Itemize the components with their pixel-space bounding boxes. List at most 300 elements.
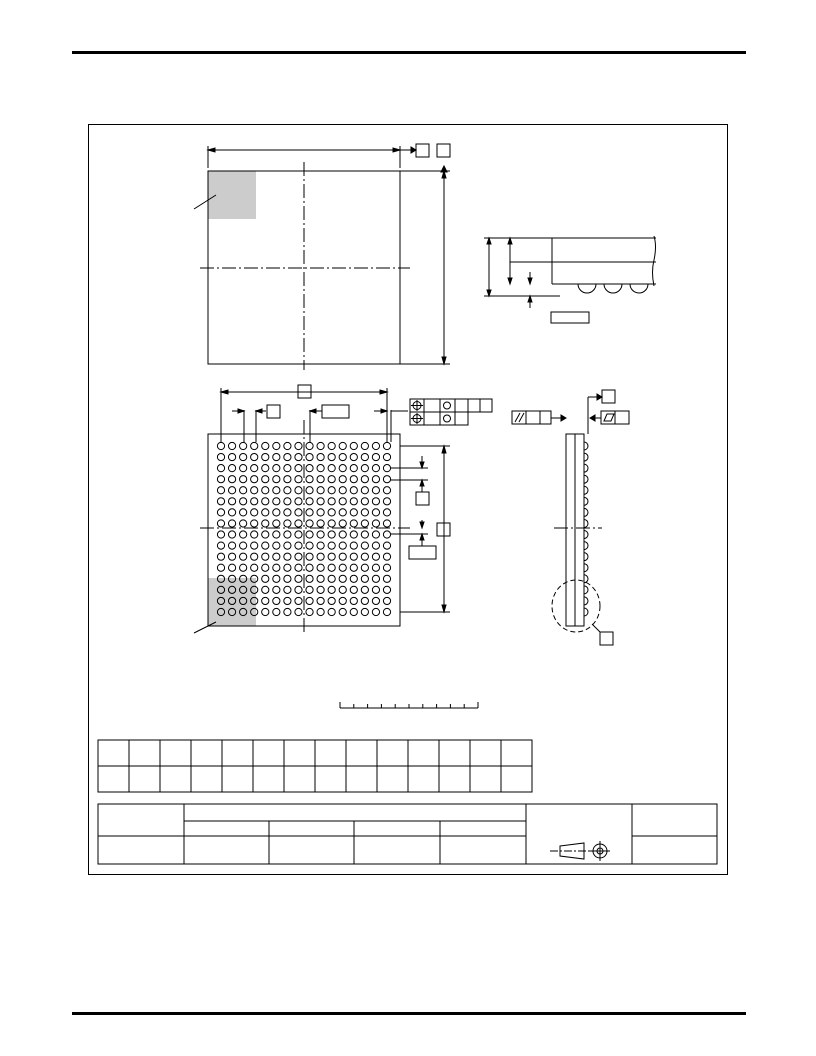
side-profile-view xyxy=(484,236,656,323)
solder-ball xyxy=(240,487,247,494)
detail-label-box xyxy=(600,632,613,645)
solder-ball xyxy=(328,564,335,571)
arrowhead xyxy=(420,462,424,468)
solder-ball xyxy=(240,509,247,516)
solder-ball xyxy=(328,476,335,483)
solder-ball xyxy=(317,542,324,549)
solder-ball xyxy=(317,564,324,571)
solder-ball xyxy=(228,564,235,571)
solder-ball xyxy=(383,542,390,549)
solder-ball xyxy=(228,520,235,527)
solder-ball xyxy=(273,531,280,538)
diameter-icon xyxy=(444,402,451,409)
solder-ball xyxy=(372,575,379,582)
solder-ball xyxy=(284,465,291,472)
solder-ball xyxy=(339,487,346,494)
solder-ball xyxy=(273,542,280,549)
solder-ball xyxy=(306,597,313,604)
solder-ball xyxy=(273,586,280,593)
solder-ball xyxy=(251,453,258,460)
solder-ball xyxy=(295,453,302,460)
solder-ball xyxy=(339,553,346,560)
solder-ball xyxy=(295,575,302,582)
solder-ball xyxy=(339,564,346,571)
solder-ball xyxy=(251,520,258,527)
solder-ball xyxy=(317,586,324,593)
solder-ball xyxy=(361,487,368,494)
arrowhead xyxy=(381,409,387,413)
pitch-dim-box xyxy=(416,492,429,505)
arrowhead xyxy=(561,415,566,421)
arrowhead xyxy=(411,147,416,153)
solder-ball xyxy=(350,531,357,538)
edge-view xyxy=(512,390,629,645)
solder-ball xyxy=(383,509,390,516)
arrowhead xyxy=(487,290,491,296)
solder-ball xyxy=(339,465,346,472)
solder-ball xyxy=(350,498,357,505)
solder-ball-side xyxy=(604,284,622,293)
solder-ball xyxy=(251,465,258,472)
solder-ball xyxy=(306,498,313,505)
parallelism-frame xyxy=(512,411,551,424)
solder-ball xyxy=(383,442,390,449)
solder-ball xyxy=(217,542,224,549)
solder-ball xyxy=(372,608,379,615)
solder-ball xyxy=(339,575,346,582)
datum-box xyxy=(602,390,615,403)
solder-ball xyxy=(317,498,324,505)
solder-ball xyxy=(339,597,346,604)
solder-ball xyxy=(284,476,291,483)
mold-edge xyxy=(575,434,584,626)
solder-ball xyxy=(228,531,235,538)
solder-ball xyxy=(328,608,335,615)
seating-plane-callout-box xyxy=(551,312,589,323)
solder-ball xyxy=(251,498,258,505)
arrowhead xyxy=(508,278,512,284)
solder-ball xyxy=(361,608,368,615)
solder-ball xyxy=(372,498,379,505)
solder-ball-side xyxy=(584,464,588,472)
solder-ball xyxy=(372,520,379,527)
solder-ball xyxy=(383,586,390,593)
solder-ball xyxy=(262,453,269,460)
solder-ball xyxy=(262,597,269,604)
solder-ball xyxy=(306,553,313,560)
solder-ball xyxy=(328,586,335,593)
solder-ball xyxy=(372,476,379,483)
solder-ball-side xyxy=(584,553,588,561)
solder-ball xyxy=(361,553,368,560)
solder-ball xyxy=(361,597,368,604)
solder-ball xyxy=(295,531,302,538)
arrowhead xyxy=(420,522,424,528)
solder-ball xyxy=(328,553,335,560)
solder-ball xyxy=(217,520,224,527)
solder-ball xyxy=(284,498,291,505)
diameter-icon xyxy=(444,415,451,422)
solder-ball xyxy=(317,465,324,472)
solder-ball xyxy=(273,487,280,494)
solder-ball xyxy=(284,520,291,527)
solder-ball xyxy=(361,586,368,593)
ball-a1-leader xyxy=(194,622,216,633)
solder-ball xyxy=(240,453,247,460)
first-angle-projection-icon xyxy=(590,841,610,861)
solder-ball xyxy=(251,487,258,494)
solder-ball xyxy=(217,453,224,460)
ball-a1-corner-shade xyxy=(208,578,256,626)
solder-ball xyxy=(372,509,379,516)
solder-ball xyxy=(284,442,291,449)
datum-box-b xyxy=(416,144,429,157)
solder-ball-side xyxy=(584,442,588,450)
solder-ball xyxy=(350,542,357,549)
solder-ball xyxy=(372,453,379,460)
solder-ball xyxy=(262,476,269,483)
solder-ball xyxy=(262,498,269,505)
solder-ball xyxy=(240,542,247,549)
solder-ball xyxy=(295,586,302,593)
scale-bar xyxy=(340,702,478,708)
solder-ball-side xyxy=(584,486,588,494)
solder-ball xyxy=(228,453,235,460)
solder-ball xyxy=(251,542,258,549)
solder-ball xyxy=(217,564,224,571)
solder-ball xyxy=(339,509,346,516)
solder-ball xyxy=(262,586,269,593)
solder-ball xyxy=(240,465,247,472)
detail-leader xyxy=(592,624,600,632)
solder-ball xyxy=(284,453,291,460)
break-line xyxy=(653,236,656,286)
arrowhead xyxy=(238,409,244,413)
edge-ball-column xyxy=(584,442,588,616)
solder-ball xyxy=(295,597,302,604)
solder-ball xyxy=(273,476,280,483)
arrowhead xyxy=(380,390,387,394)
solder-ball xyxy=(240,531,247,538)
solder-ball xyxy=(262,531,269,538)
solder-ball xyxy=(339,586,346,593)
solder-ball xyxy=(328,498,335,505)
arrowhead xyxy=(528,278,532,284)
solder-ball xyxy=(350,442,357,449)
solder-ball xyxy=(306,453,313,460)
dimension-table xyxy=(98,740,532,792)
solder-ball xyxy=(284,586,291,593)
solder-ball xyxy=(361,520,368,527)
solder-ball xyxy=(273,597,280,604)
solder-ball xyxy=(383,498,390,505)
solder-ball xyxy=(306,575,313,582)
solder-ball xyxy=(383,553,390,560)
solder-ball xyxy=(217,553,224,560)
solder-ball xyxy=(295,442,302,449)
solder-ball xyxy=(317,509,324,516)
solder-ball xyxy=(339,531,346,538)
solder-ball xyxy=(350,520,357,527)
solder-ball xyxy=(383,608,390,615)
solder-ball xyxy=(284,542,291,549)
solder-ball xyxy=(228,498,235,505)
solder-ball xyxy=(361,531,368,538)
solder-ball xyxy=(251,509,258,516)
datum-box-a xyxy=(437,144,450,157)
substrate-edge xyxy=(566,434,575,626)
flatness-frame xyxy=(601,411,629,424)
solder-ball xyxy=(339,542,346,549)
solder-ball xyxy=(361,498,368,505)
solder-ball xyxy=(317,453,324,460)
solder-ball xyxy=(295,608,302,615)
solder-ball xyxy=(273,442,280,449)
solder-ball-side xyxy=(584,564,588,572)
solder-ball xyxy=(317,487,324,494)
solder-ball xyxy=(240,553,247,560)
solder-ball-side xyxy=(584,519,588,527)
solder-ball xyxy=(339,476,346,483)
solder-ball xyxy=(306,476,313,483)
pitch-dim-box xyxy=(267,405,280,418)
solder-ball xyxy=(273,498,280,505)
arrowhead xyxy=(420,534,424,540)
solder-ball xyxy=(295,564,302,571)
solder-ball xyxy=(383,564,390,571)
solder-ball xyxy=(328,442,335,449)
solder-ball-side xyxy=(584,453,588,461)
solder-ball xyxy=(372,487,379,494)
arrowhead xyxy=(393,148,400,152)
solder-ball xyxy=(339,498,346,505)
solder-ball xyxy=(350,564,357,571)
solder-ball xyxy=(317,442,324,449)
solder-ball xyxy=(350,553,357,560)
solder-ball xyxy=(262,465,269,472)
offset-dim-box xyxy=(409,546,436,559)
solder-ball xyxy=(217,476,224,483)
solder-ball xyxy=(228,476,235,483)
solder-ball xyxy=(372,586,379,593)
solder-ball xyxy=(262,553,269,560)
solder-ball xyxy=(273,465,280,472)
solder-ball xyxy=(328,575,335,582)
solder-ball xyxy=(328,453,335,460)
solder-ball xyxy=(262,520,269,527)
arrowhead xyxy=(590,415,595,421)
solder-ball-side xyxy=(578,284,596,293)
arrowhead xyxy=(597,394,602,400)
solder-ball xyxy=(339,608,346,615)
solder-ball xyxy=(262,442,269,449)
solder-ball-side xyxy=(584,575,588,583)
solder-ball xyxy=(228,542,235,549)
solder-ball xyxy=(306,487,313,494)
solder-ball xyxy=(240,476,247,483)
solder-ball xyxy=(251,531,258,538)
solder-ball xyxy=(350,608,357,615)
arrowhead xyxy=(208,148,215,152)
solder-ball xyxy=(361,509,368,516)
solder-ball xyxy=(240,498,247,505)
solder-ball xyxy=(240,442,247,449)
solder-ball xyxy=(328,520,335,527)
solder-ball xyxy=(350,509,357,516)
arrowhead xyxy=(256,409,262,413)
solder-ball xyxy=(361,476,368,483)
bottom-view xyxy=(194,385,492,633)
solder-ball xyxy=(295,520,302,527)
solder-ball xyxy=(262,542,269,549)
solder-ball xyxy=(317,520,324,527)
solder-ball xyxy=(228,509,235,516)
solder-ball xyxy=(306,509,313,516)
solder-ball-side xyxy=(630,284,648,293)
solder-ball xyxy=(306,564,313,571)
solder-ball xyxy=(251,476,258,483)
solder-ball xyxy=(383,531,390,538)
offset-dim-box xyxy=(322,405,349,418)
solder-ball xyxy=(383,520,390,527)
solder-ball xyxy=(372,442,379,449)
solder-ball xyxy=(328,531,335,538)
solder-ball xyxy=(317,531,324,538)
solder-ball xyxy=(273,520,280,527)
solder-ball xyxy=(228,553,235,560)
arrowhead xyxy=(508,238,512,244)
solder-ball xyxy=(284,487,291,494)
solder-ball xyxy=(284,531,291,538)
solder-ball xyxy=(339,520,346,527)
solder-ball xyxy=(295,498,302,505)
solder-ball xyxy=(262,564,269,571)
solder-ball xyxy=(339,442,346,449)
solder-ball xyxy=(361,465,368,472)
arrowhead xyxy=(221,390,228,394)
solder-ball xyxy=(217,498,224,505)
solder-ball xyxy=(273,564,280,571)
solder-ball xyxy=(383,476,390,483)
solder-ball xyxy=(251,442,258,449)
solder-ball xyxy=(295,509,302,516)
position-tolerance-frame xyxy=(410,412,468,425)
solder-ball xyxy=(295,487,302,494)
solder-ball xyxy=(350,453,357,460)
solder-ball-side xyxy=(584,597,588,605)
solder-ball xyxy=(350,465,357,472)
solder-ball xyxy=(328,509,335,516)
title-block xyxy=(98,804,717,864)
solder-ball xyxy=(295,542,302,549)
arrowhead xyxy=(420,480,424,486)
solder-ball xyxy=(339,453,346,460)
solder-ball xyxy=(262,608,269,615)
solder-ball xyxy=(284,509,291,516)
solder-ball xyxy=(306,542,313,549)
arrowhead xyxy=(442,446,446,453)
solder-ball xyxy=(317,476,324,483)
solder-ball xyxy=(328,465,335,472)
solder-ball xyxy=(240,564,247,571)
solder-ball xyxy=(372,465,379,472)
solder-ball xyxy=(306,520,313,527)
solder-ball xyxy=(361,453,368,460)
solder-ball xyxy=(228,465,235,472)
solder-ball xyxy=(383,575,390,582)
solder-ball xyxy=(383,465,390,472)
solder-ball xyxy=(228,487,235,494)
solder-ball xyxy=(317,597,324,604)
solder-ball xyxy=(306,586,313,593)
solder-ball xyxy=(372,531,379,538)
solder-ball xyxy=(217,465,224,472)
solder-ball xyxy=(262,509,269,516)
solder-ball xyxy=(350,487,357,494)
solder-ball xyxy=(295,465,302,472)
solder-ball-side xyxy=(584,542,588,550)
solder-ball xyxy=(361,564,368,571)
solder-ball xyxy=(317,608,324,615)
solder-ball xyxy=(306,531,313,538)
solder-ball-side xyxy=(584,586,588,594)
solder-ball xyxy=(273,553,280,560)
solder-ball xyxy=(306,442,313,449)
solder-ball xyxy=(273,575,280,582)
solder-ball xyxy=(251,564,258,571)
arrowhead xyxy=(528,296,532,302)
solder-ball xyxy=(251,553,258,560)
solder-ball xyxy=(295,476,302,483)
solder-ball-side xyxy=(584,508,588,516)
solder-ball xyxy=(328,542,335,549)
solder-ball xyxy=(306,608,313,615)
solder-ball xyxy=(361,542,368,549)
solder-ball xyxy=(350,586,357,593)
arrowhead xyxy=(442,357,446,364)
solder-ball xyxy=(383,597,390,604)
solder-ball xyxy=(361,442,368,449)
top-view xyxy=(194,144,450,370)
solder-ball xyxy=(372,564,379,571)
solder-ball-side xyxy=(584,475,588,483)
solder-ball xyxy=(284,564,291,571)
solder-ball xyxy=(240,520,247,527)
solder-ball xyxy=(383,487,390,494)
solder-ball xyxy=(317,575,324,582)
flatness-icon xyxy=(604,414,614,421)
solder-ball xyxy=(372,597,379,604)
arrowhead xyxy=(442,605,446,612)
solder-ball xyxy=(273,509,280,516)
solder-ball xyxy=(350,597,357,604)
solder-ball xyxy=(284,575,291,582)
solder-ball xyxy=(295,553,302,560)
solder-ball xyxy=(361,575,368,582)
solder-ball xyxy=(372,542,379,549)
solder-ball xyxy=(350,476,357,483)
solder-ball xyxy=(383,453,390,460)
solder-ball xyxy=(284,597,291,604)
arrowhead xyxy=(310,409,316,413)
solder-ball xyxy=(262,575,269,582)
solder-ball-side xyxy=(584,497,588,505)
solder-ball xyxy=(228,442,235,449)
solder-ball xyxy=(317,553,324,560)
solder-ball xyxy=(262,487,269,494)
solder-ball xyxy=(273,453,280,460)
solder-ball xyxy=(328,597,335,604)
